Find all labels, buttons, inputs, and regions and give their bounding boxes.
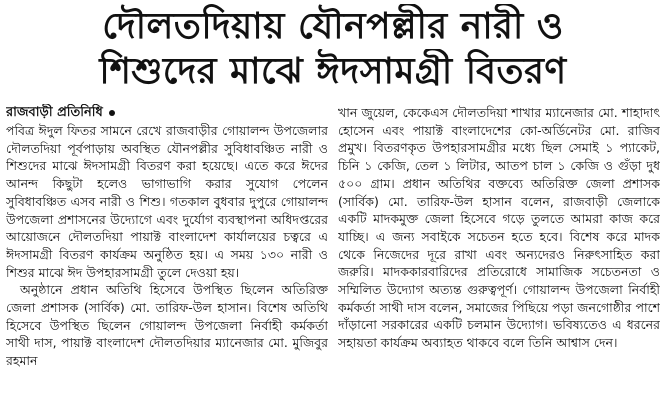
- column-left: [6, 104, 328, 406]
- paragraph-3: খান জুয়েল, কেকেএস দৌলতদিয়া শাখার ম্যানেজার মো. শাহাদাৎ হোসেন এবং পায়াক্ট বাংলাদেশের কো-অর্ডিনেটর মো. রাজিব প্রমুখ। বিতরণকৃত উপহারসামগ্রীর মধ্যে ছিল সেমাই ১ প্যাকেট, চিনি ১ কেজি, তেল ১ লিটার, আতপ চাল ১ কেজি ও গুঁড়া দুধ ৫০০ গ্রাম। প্রধান অতিথির বক্তব্যে অতিরিক্ত জেলা প্রশাসক (সার্বিক) মো. তারিফ-উল হাসান বলেন, রাজবাড়ী জেলাকে একটি মাদকমুক্ত জেলা হিসেবে গড়ে তুলতে আমরা কাজ করে যাচ্ছি। এ জন্য সবাইকে সচেতন হতে হবে। বিশেষ করে মাদক থেকে নিজেদের দূরে রাখা এবং অন্যদেরও নিরুৎসাহিত করা জরুরি। মাদককারবারিদের প্রতিরোধে সামাজিক সচেতনতা ও সম্মিলিত উদ্যোগ অত্যন্ত গুরুত্বপূর্ণ। গোয়ালন্দ উপজেলা নির্বাহী কর্মকর্তা সাথী দাস বলেন, সমাজের পিছিয়ে পড়া জনগোষ্ঠীর পাশে দাঁড়ানো সরকারের একটি চলমান উদ্যোগ। ভবিষ্যতেও এ ধরনের সহায়তা কার্যক্রম অব্যাহত থাকবে বলে তিনি আশ্বাস দেন।: [338, 105, 660, 351]
- article-body: [6, 104, 660, 406]
- headline-line-1: দৌলতদিয়ায় যৌনপল্লীর নারী ও: [102, 6, 564, 47]
- headline: [0, 0, 666, 96]
- paragraph-1: পবিত্র ঈদুল ফিতর সামনে রেখে রাজবাড়ীর গোয়ালন্দ উপজেলার দৌলতদিয়া পূর্বপাড়ায় অবস্থিত যৌনপল্লীর সুবিধাবঞ্চিত নারী ও শিশুদের মাঝে ঈদসামগ্রী বিতরণ করা হয়েছে। এতে করে ঈদের আনন্দ কিছুটা হলেও ভাগাভাগি করার সুযোগ পেলেন সুবিধাবঞ্চিত এসব নারী ও শিশু। গতকাল বুধবার দুপুরে গোয়ালন্দ উপজেলা প্রশাসনের উদ্যোগে এবং দুর্যোগ ব্যবস্থাপনা অধিদপ্তরের আয়োজনে দৌলতদিয়া পায়াক্ট বাংলাদেশ কার্যালয়ের চত্বরে এ ঈদসামগ্রী বিতরণ কার্যক্রম অনুষ্ঠিত হয়। এ সময় ১৩০ নারী ও শিশুর মাঝে ঈদ উপহারসামগ্রী তুলে দেওয়া হয়।: [6, 123, 328, 280]
- headline-line-2: শিশুদের মাঝে ঈদসামগ্রী বিতরণ: [99, 51, 567, 92]
- paragraph-2: অনুষ্ঠানে প্রধান অতিথি হিসেবে উপস্থিত ছিলেন অতিরিক্ত জেলা প্রশাসক (সার্বিক) মো. তারিফ-উল হাসান। বিশেষ অতিথি হিসেবে উপস্থিত ছিলেন গোয়ালন্দ উপজেলা নির্বাহী কর্মকর্তা সাথী দাস, পায়াক্ট বাংলাদেশ দৌলতদিয়ার ম্যানেজার মো. মুজিবুর রহমান: [6, 282, 328, 369]
- byline-text: রাজবাড়ী প্রতিনিধি: [6, 105, 103, 120]
- byline: [6, 104, 328, 122]
- column-right: [338, 104, 660, 406]
- bullet-icon: [109, 110, 115, 116]
